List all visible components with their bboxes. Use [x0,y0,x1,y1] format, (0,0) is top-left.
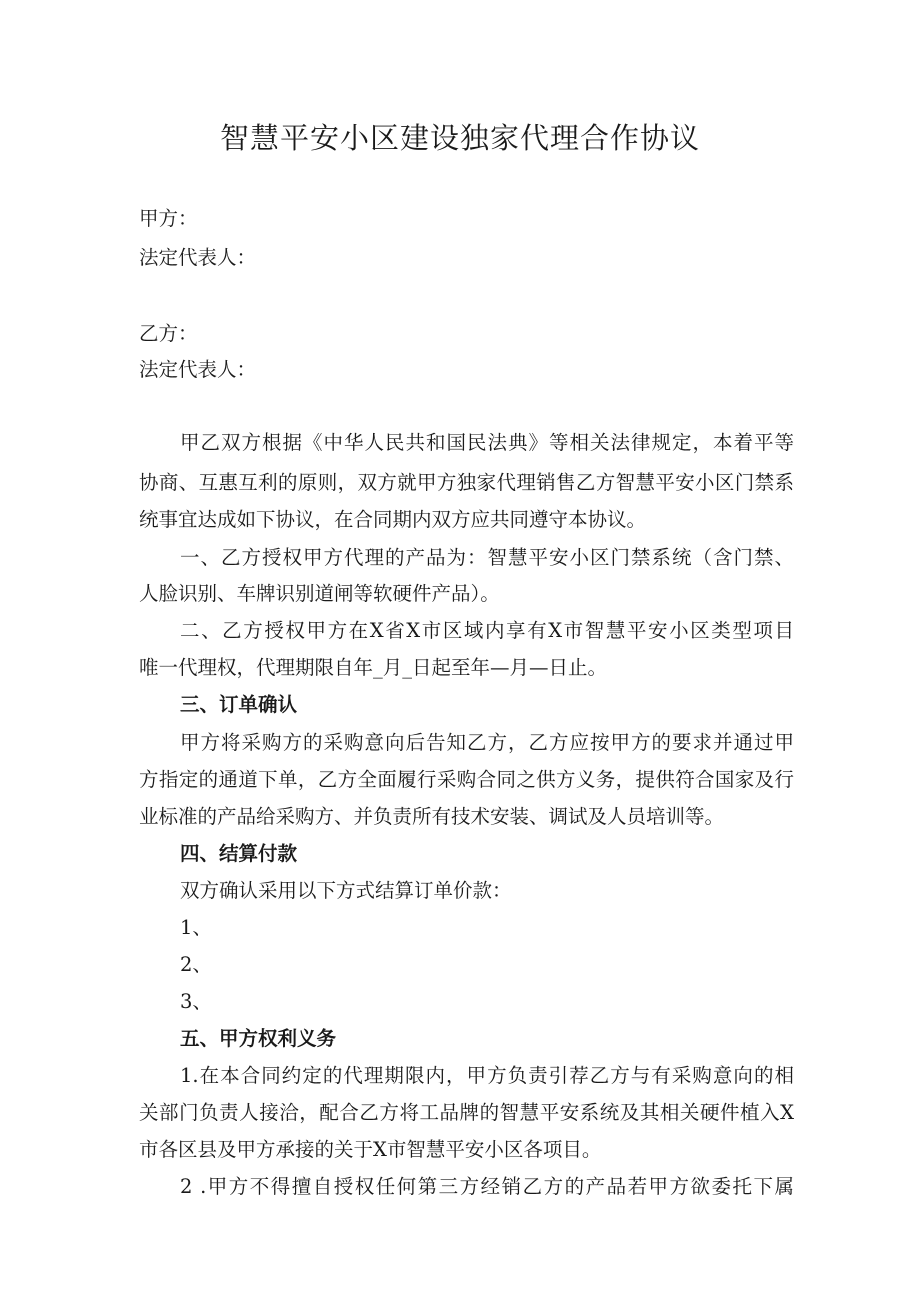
section4-intro: 双方确认采用以下方式结算订单价款： [180,879,512,902]
section2-line-1: 二、乙方授权甲方在X省X市区域内享有X市智慧平安小区类型项目 [180,619,794,642]
party-b-representative-label: 法定代表人： [139,358,257,381]
intro-line-3: 统事宜达成如下协议，在合同期内双方应共同遵守本协议。 [139,508,647,531]
section4-item-2: 2、 [180,953,212,976]
section3-line-3: 业标准的产品给采购方、并负责所有技术安装、调试及人员培训等。 [139,805,725,828]
section4-item-3: 3、 [180,990,212,1013]
party-a-label: 甲方： [139,207,198,230]
section3-heading: 三、订单确认 [180,693,298,716]
section5-item1-line-1: 1.在本合同约定的代理期限内，甲方负责引荐乙方与有采购意向的相 [180,1064,794,1087]
section5-item2-line-1: 2 .甲方不得擅自授权任何第三方经销乙方的产品若甲方欲委托下属 [180,1175,794,1198]
intro-line-2: 协商、互惠互利的原则，双方就甲方独家代理销售乙方智慧平安小区门禁系 [139,471,794,494]
section4-heading: 四、结算付款 [180,842,298,865]
section5-item1-line-2: 关部门负责人接洽，配合乙方将工品牌的智慧平安系统及其相关硬件植入X [139,1101,794,1124]
page-title: 智慧平安小区建设独家代理合作协议 [219,121,700,155]
section3-line-2: 方指定的通道下单，乙方全面履行采购合同之供方义务，提供符合国家及行 [139,768,794,791]
party-b-label: 乙方： [139,322,198,345]
section2-line-2: 唯一代理权，代理期限自年_月_日起至年—月—日止。 [139,656,608,679]
section5-heading: 五、甲方权利义务 [180,1027,337,1050]
section4-item-1: 1、 [180,916,212,939]
section1-line-1: 一、乙方授权甲方代理的产品为：智慧平安小区门禁系统（含门禁、 [180,546,794,569]
party-a-representative-label: 法定代表人： [139,246,257,269]
intro-line-1: 甲乙双方根据《中华人民共和国民法典》等相关法律规定，本着平等 [180,431,794,454]
section1-line-2: 人脸识别、车牌识别道闸等软硬件产品）。 [139,582,500,605]
section5-item1-line-3: 市各区县及甲方承接的关于X市智慧平安小区各项目。 [139,1138,602,1161]
section3-line-1: 甲方将采购方的采购意向后告知乙方，乙方应按甲方的要求并通过甲 [180,731,794,754]
